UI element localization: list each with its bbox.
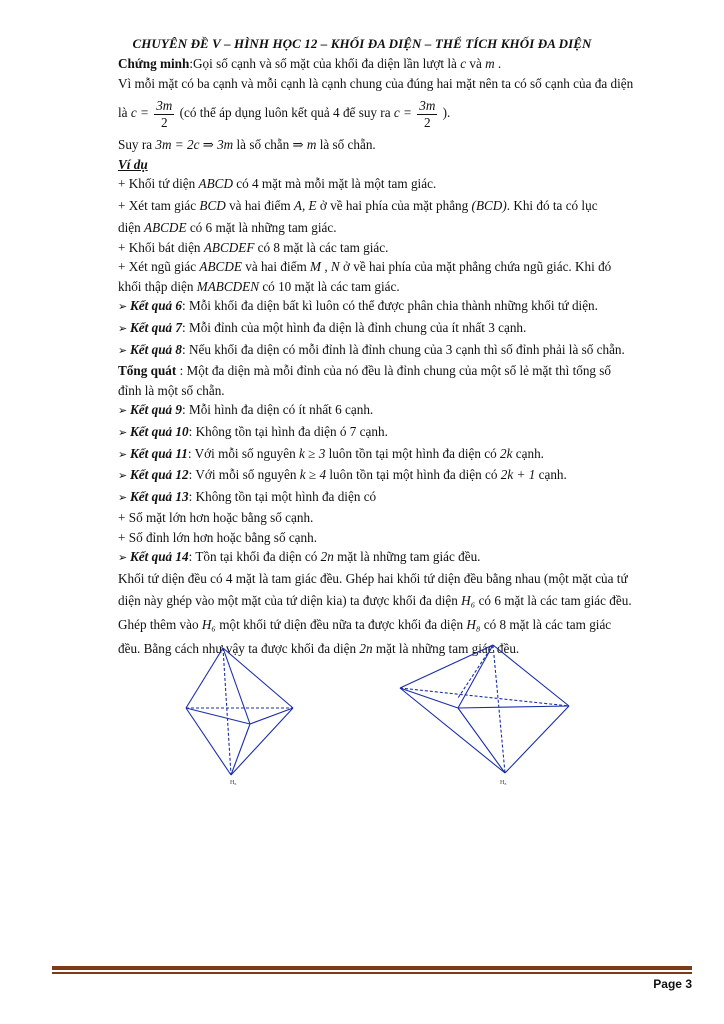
result-13-sub-1: + Số mặt lớn hơn hoặc bằng số cạnh. bbox=[118, 510, 314, 526]
proof-line-2: Vì mỗi mặt có ba cạnh và mỗi cạnh là cạnh chung của đúng hai mặt nên ta có số cạnh của đa diện bbox=[118, 75, 634, 91]
general-2: đỉnh là một số chẵn. bbox=[118, 382, 225, 398]
example-2: + Xét tam giác BCD và hai điểm A, E ở về hai phía của mặt phẳng (BCD). Khi đó ta có lục bbox=[118, 197, 598, 213]
result-12: ➢ Kết quả 12: Với mỗi số nguyên k ≥ 4 luôn tồn tại một hình đa diện có 2k + 1 cạnh. bbox=[118, 465, 692, 487]
figure-h8 bbox=[400, 645, 569, 773]
arrow-bullet-icon: ➢ bbox=[118, 552, 128, 565]
footer-rule bbox=[52, 966, 692, 970]
example-3: + Khối bát diện ABCDEF có 8 mặt là các tam giác. bbox=[118, 239, 389, 255]
figure-h6 bbox=[186, 648, 293, 775]
arrow-bullet-icon: ➢ bbox=[118, 491, 128, 504]
arrow-bullet-icon: ➢ bbox=[118, 448, 128, 461]
fraction-3m-over-2: $\frac{3m}{2}$ bbox=[156, 97, 173, 130]
example-heading: Ví dụ bbox=[118, 156, 148, 172]
example-2-cont: diện ABCDE có 6 mặt là những tam giác. bbox=[118, 219, 337, 235]
proof-line-4: Suy ra 3m = 2c ⇒ 3m là số chẵn ⇒ m là số chẵn. bbox=[118, 137, 376, 153]
para-3: Ghép thêm vào H₆ một khối tứ diện đều nữa ta được khối đa diện H₈ có 8 mặt là các tam giác bbox=[118, 616, 612, 632]
arrow-bullet-icon: ➢ bbox=[118, 322, 128, 335]
result-14: ➢ Kết quả 14: Tồn tại khối đa diện có 2n mặt là những tam giác đều. bbox=[118, 547, 692, 569]
page-header: CHUYÊN ĐỀ V – HÌNH HỌC 12 – KHỐI ĐA DIỆN – THỂ TÍCH KHỐI ĐA DIỆN bbox=[132, 36, 592, 51]
example-4: + Xét ngũ giác ABCDE và hai điểm M , N ở về hai phía của mặt phẳng chứa ngũ giác. Khi đó bbox=[118, 259, 612, 275]
footer-rule-thin bbox=[52, 972, 692, 974]
result-13-sub-2: + Số đỉnh lớn hơn hoặc bằng số cạnh. bbox=[118, 529, 318, 545]
fraction-3m-over-2-second: $\frac{3m}{2}$ bbox=[419, 97, 436, 130]
arrow-bullet-icon: ➢ bbox=[118, 301, 128, 314]
result-9: ➢ Kết quả 9: Mỗi hình đa diện có ít nhất 6 cạnh. bbox=[118, 400, 692, 422]
general-1: Tổng quát : Một đa diện mà mỗi đỉnh của nó đều là đỉnh chung của một số lẻ mặt thì tổng số bbox=[118, 363, 612, 379]
result-10: ➢ Kết quả 10: Không tồn tại hình đa diện ó 7 cạnh. bbox=[118, 422, 692, 444]
para-1: Khối tứ diện đều có 4 mặt là tam giác đều. Ghép hai khối tứ diện đều bằng nhau (một mặt của tứ bbox=[118, 571, 628, 587]
proof-line-3: là c = $\frac{3m}{2}$ (có thể áp dụng luôn kết quả 4 để suy ra c = $\frac{3m}{2}$ ). bbox=[118, 97, 451, 130]
result-6: ➢ Kết quả 6: Mỗi khối đa diện bất kì luôn có thể được phân chia thành những khối tứ diện. bbox=[118, 296, 692, 318]
arrow-bullet-icon: ➢ bbox=[118, 344, 128, 357]
example-4-cont: khối thập diện MABCDEN có 10 mặt là các tam giác. bbox=[118, 278, 400, 294]
figure-label-h8: H₈ bbox=[500, 780, 507, 786]
result-13: ➢ Kết quả 13: Không tồn tại một hình đa diện có bbox=[118, 487, 692, 509]
polyhedra-figures bbox=[118, 640, 692, 800]
proof-line-1: Chứng minh:Gọi số cạnh và số mặt của khối đa diện lần lượt là c và m . bbox=[118, 56, 502, 71]
result-11: ➢ Kết quả 11: Với mỗi số nguyên k ≥ 3 luôn tồn tại một hình đa diện có 2k cạnh. bbox=[118, 444, 692, 466]
para-4: đều. Bằng cách như vậy ta được khối đa diện 2n mặt là những tam giác đều. bbox=[118, 640, 520, 656]
arrow-bullet-icon: ➢ bbox=[118, 470, 128, 483]
result-8: ➢ Kết quả 8: Nếu khối đa diện có mỗi đỉnh là đỉnh chung của 3 cạnh thì số đỉnh phải là số chẵn. bbox=[118, 340, 692, 362]
arrow-bullet-icon: ➢ bbox=[118, 426, 128, 439]
arrow-bullet-icon: ➢ bbox=[118, 405, 128, 418]
page-number: Page 3 bbox=[653, 977, 692, 991]
document-body bbox=[118, 54, 692, 661]
example-1: + Khối tứ diện ABCD có 4 mặt mà mỗi mặt là một tam giác. bbox=[118, 176, 437, 192]
result-7: ➢ Kết quả 7: Mỗi đỉnh của một hình đa diện là đỉnh chung của ít nhất 3 cạnh. bbox=[118, 318, 692, 340]
para-2: diện này ghép vào một mặt của tứ diện kia) ta được khối đa diện H₆ có 6 mặt là các tam giác đều. bbox=[118, 592, 632, 608]
figure-label-h6: H₆ bbox=[230, 780, 237, 786]
